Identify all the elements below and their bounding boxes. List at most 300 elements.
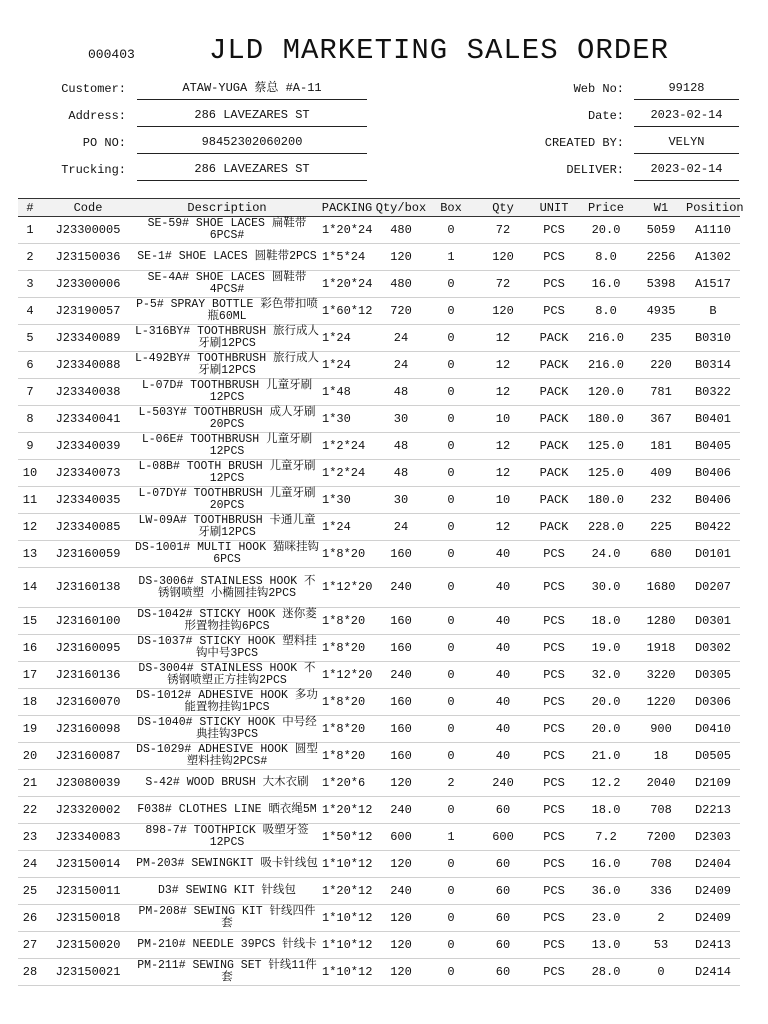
box-count: 0 [428,352,474,379]
date-label: Date: [587,109,624,123]
box-count: 0 [428,905,474,932]
position: D2303 [686,824,740,851]
quantity: 10 [474,406,532,433]
price: 120.0 [576,379,636,406]
position: B0405 [686,433,740,460]
table-row [18,851,740,878]
web-no-label: Web No: [573,82,624,96]
table-row [18,797,740,824]
unit: PCS [532,743,576,770]
qty-per-box: 120 [374,905,428,932]
item-description: D3# SEWING KIT 针线包 [134,878,320,905]
item-description: SE-1# SHOE LACES 圆鞋带2PCS [134,244,320,271]
w1-stock: 2 [636,905,686,932]
column-header: Qty [474,199,532,217]
packing: 1*50*12 [320,824,374,851]
quantity: 60 [474,959,532,986]
table-row [18,959,740,986]
item-description: F038# CLOTHES LINE 晒衣绳5M [134,797,320,824]
item-description: L-07D# TOOTHBRUSH 儿童牙刷12PCS [134,379,320,406]
item-code: J23340035 [42,487,134,514]
item-description: DS-3006# STAINLESS HOOK 不锈钢喷塑 小椭圆挂钩2PCS [134,568,320,608]
column-header: # [18,199,42,217]
table-row [18,541,740,568]
row-number: 1 [18,217,42,244]
w1-stock: 1680 [636,568,686,608]
w1-stock: 781 [636,379,686,406]
w1-stock: 680 [636,541,686,568]
table-row [18,406,740,433]
w1-stock: 2256 [636,244,686,271]
price: 125.0 [576,433,636,460]
price: 228.0 [576,514,636,541]
box-count: 0 [428,635,474,662]
price: 23.0 [576,905,636,932]
w1-stock: 53 [636,932,686,959]
table-row [18,244,740,271]
table-row [18,352,740,379]
w1-stock: 1220 [636,689,686,716]
packing: 1*2*24 [320,460,374,487]
item-code: J23160059 [42,541,134,568]
position: B0406 [686,487,740,514]
unit: PCS [532,878,576,905]
box-count: 0 [428,608,474,635]
web-no-value: 99128 [634,79,739,100]
unit: PCS [532,635,576,662]
unit: PACK [532,460,576,487]
qty-per-box: 24 [374,352,428,379]
box-count: 0 [428,689,474,716]
qty-per-box: 30 [374,487,428,514]
row-number: 16 [18,635,42,662]
position: D0305 [686,662,740,689]
item-code: J23160138 [42,568,134,608]
quantity: 12 [474,379,532,406]
packing: 1*8*20 [320,608,374,635]
item-code: J23340039 [42,433,134,460]
row-number: 26 [18,905,42,932]
w1-stock: 7200 [636,824,686,851]
qty-per-box: 48 [374,433,428,460]
qty-per-box: 160 [374,743,428,770]
qty-per-box: 120 [374,959,428,986]
quantity: 120 [474,298,532,325]
column-header: Price [576,199,636,217]
row-number: 24 [18,851,42,878]
box-count: 0 [428,568,474,608]
column-header: Box [428,199,474,217]
price: 20.0 [576,716,636,743]
price: 8.0 [576,298,636,325]
w1-stock: 181 [636,433,686,460]
item-description: DS-1040# STICKY HOOK 中号经典挂钩3PCS [134,716,320,743]
w1-stock: 1280 [636,608,686,635]
item-code: J23340041 [42,406,134,433]
item-code: J23300006 [42,271,134,298]
quantity: 10 [474,487,532,514]
item-description: SE-4A# SHOE LACES 圆鞋带4PCS# [134,271,320,298]
box-count: 1 [428,244,474,271]
w1-stock: 18 [636,743,686,770]
row-number: 10 [18,460,42,487]
price: 24.0 [576,541,636,568]
box-count: 0 [428,406,474,433]
packing: 1*60*12 [320,298,374,325]
packing: 1*20*12 [320,878,374,905]
item-code: J23150036 [42,244,134,271]
deliver-label: DELIVER: [566,163,624,177]
table-row [18,932,740,959]
quantity: 60 [474,797,532,824]
item-code: J23340073 [42,460,134,487]
position: B0314 [686,352,740,379]
row-number: 8 [18,406,42,433]
w1-stock: 336 [636,878,686,905]
row-number: 19 [18,716,42,743]
item-code: J23150018 [42,905,134,932]
box-count: 0 [428,959,474,986]
row-number: 17 [18,662,42,689]
quantity: 12 [474,433,532,460]
position: D2409 [686,905,740,932]
quantity: 12 [474,325,532,352]
quantity: 60 [474,905,532,932]
quantity: 240 [474,770,532,797]
quantity: 120 [474,244,532,271]
item-description: L-06E# TOOTHBRUSH 儿童牙刷12PCS [134,433,320,460]
item-description: PM-211# SEWING SET 针线11件套 [134,959,320,986]
item-description: L-07DY# TOOTHBRUSH 儿童牙刷20PCS [134,487,320,514]
column-header: Description [134,199,320,217]
packing: 1*10*12 [320,959,374,986]
box-count: 0 [428,433,474,460]
w1-stock: 4935 [636,298,686,325]
unit: PCS [532,905,576,932]
packing: 1*8*20 [320,743,374,770]
item-description: PM-208# SEWING KIT 针线四件套 [134,905,320,932]
item-description: SE-59# SHOE LACES 扁鞋带6PCS# [134,217,320,244]
item-code: J23150011 [42,878,134,905]
box-count: 0 [428,932,474,959]
table-row [18,878,740,905]
item-description: DS-1029# ADHESIVE HOOK 圆型塑料挂钩2PCS# [134,743,320,770]
w1-stock: 5059 [636,217,686,244]
packing: 1*5*24 [320,244,374,271]
item-description: DS-1012# ADHESIVE HOOK 多功能置物挂钩1PCS [134,689,320,716]
item-description: L-316BY# TOOTHBRUSH 旅行成人牙刷12PCS [134,325,320,350]
qty-per-box: 30 [374,406,428,433]
table-header-row [18,199,740,217]
document-number: 000403 [88,47,135,62]
unit: PACK [532,514,576,541]
quantity: 600 [474,824,532,851]
unit: PCS [532,716,576,743]
item-code: J23150020 [42,932,134,959]
item-code: J23160095 [42,635,134,662]
position: D2213 [686,797,740,824]
price: 180.0 [576,487,636,514]
item-code: J23340088 [42,352,134,379]
packing: 1*20*6 [320,770,374,797]
position: B0310 [686,325,740,352]
item-code: J23300005 [42,217,134,244]
packing: 1*24 [320,352,374,379]
qty-per-box: 120 [374,244,428,271]
quantity: 60 [474,932,532,959]
column-header: Position [686,200,744,215]
unit: PCS [532,217,576,244]
box-count: 0 [428,460,474,487]
qty-per-box: 160 [374,541,428,568]
qty-per-box: 48 [374,379,428,406]
unit: PCS [532,541,576,568]
date-value: 2023-02-14 [634,106,739,127]
position: D2409 [686,878,740,905]
row-number: 3 [18,271,42,298]
unit: PCS [532,608,576,635]
quantity: 40 [474,635,532,662]
price: 36.0 [576,878,636,905]
quantity: 60 [474,878,532,905]
table-row [18,689,740,716]
packing: 1*24 [320,514,374,541]
table-row [18,487,740,514]
row-number: 13 [18,541,42,568]
w1-stock: 2040 [636,770,686,797]
po-value: 98452302060200 [137,133,367,154]
row-number: 12 [18,514,42,541]
table-row [18,514,740,541]
position: D2109 [686,770,740,797]
quantity: 72 [474,217,532,244]
packing: 1*12*20 [320,662,374,689]
packing: 1*30 [320,406,374,433]
unit: PCS [532,568,576,608]
quantity: 40 [474,608,532,635]
w1-stock: 3220 [636,662,686,689]
item-description: L-08B# TOOTH BRUSH 儿童牙刷12PCS [134,460,320,487]
qty-per-box: 600 [374,824,428,851]
row-number: 14 [18,568,42,608]
qty-per-box: 120 [374,770,428,797]
price: 125.0 [576,460,636,487]
position: D2413 [686,932,740,959]
table-row [18,770,740,797]
column-header: Qty/box [375,200,427,215]
packing: 1*24 [320,325,374,352]
po-label: PO NO: [82,136,126,150]
qty-per-box: 120 [374,932,428,959]
position: A1110 [686,217,740,244]
unit: PACK [532,433,576,460]
item-description: S-42# WOOD BRUSH 大木衣刷 [134,770,320,797]
price: 12.2 [576,770,636,797]
box-count: 2 [428,770,474,797]
item-description: PM-203# SEWINGKIT 吸卡针线包 [134,851,320,878]
unit: PACK [532,379,576,406]
item-code: J23160070 [42,689,134,716]
w1-stock: 409 [636,460,686,487]
unit: PCS [532,271,576,298]
table-body [18,217,740,986]
trucking-label: Trucking: [61,163,126,177]
unit: PACK [532,352,576,379]
price: 16.0 [576,271,636,298]
position: B0401 [686,406,740,433]
table-row [18,271,740,298]
qty-per-box: 120 [374,851,428,878]
box-count: 0 [428,541,474,568]
row-number: 6 [18,352,42,379]
price: 13.0 [576,932,636,959]
item-code: J23160087 [42,743,134,770]
created-by-label: CREATED BY: [544,136,624,150]
table-row [18,608,740,635]
price: 18.0 [576,797,636,824]
packing: 1*10*12 [320,905,374,932]
qty-per-box: 720 [374,298,428,325]
price: 21.0 [576,743,636,770]
table-row [18,298,740,325]
unit: PCS [532,298,576,325]
table-row [18,905,740,932]
box-count: 0 [428,797,474,824]
item-code: J23340089 [42,325,134,352]
qty-per-box: 240 [374,662,428,689]
position: D0505 [686,743,740,770]
qty-per-box: 24 [374,514,428,541]
column-header: W1 [636,199,686,217]
row-number: 2 [18,244,42,271]
w1-stock: 220 [636,352,686,379]
row-number: 7 [18,379,42,406]
item-description: LW-09A# TOOTHBRUSH 卡通儿童牙刷12PCS [134,514,320,541]
item-description: DS-3004# STAINLESS HOOK 不锈钢喷塑正方挂钩2PCS [134,662,320,689]
customer-value: ATAW-YUGA 蔡总 #A-11 [137,79,367,100]
box-count: 0 [428,325,474,352]
w1-stock: 5398 [636,271,686,298]
price: 7.2 [576,824,636,851]
address-value: 286 LAVEZARES ST [137,106,367,127]
item-description: L-492BY# TOOTHBRUSH 旅行成人牙刷12PCS [134,352,320,377]
item-description: DS-1001# MULTI HOOK 猫咪挂钩6PCS [134,541,320,566]
quantity: 12 [474,352,532,379]
qty-per-box: 24 [374,325,428,352]
order-lines-table [18,198,744,986]
table-row [18,662,740,689]
packing: 1*48 [320,379,374,406]
qty-per-box: 240 [374,568,428,608]
unit: PCS [532,851,576,878]
trucking-value: 286 LAVEZARES ST [137,160,367,181]
unit: PCS [532,824,576,851]
qty-per-box: 480 [374,217,428,244]
table-row [18,217,740,244]
quantity: 40 [474,716,532,743]
w1-stock: 1918 [636,635,686,662]
item-description: 898-7# TOOTHPICK 吸塑牙签12PCS [134,824,320,851]
item-description: PM-210# NEEDLE 39PCS 针线卡 [134,932,320,959]
unit: PCS [532,770,576,797]
table-row [18,379,740,406]
price: 32.0 [576,662,636,689]
item-code: J23080039 [42,770,134,797]
row-number: 20 [18,743,42,770]
row-number: 5 [18,325,42,352]
position: D2404 [686,851,740,878]
box-count: 0 [428,743,474,770]
item-description: DS-1037# STICKY HOOK 塑料挂钩中号3PCS [134,635,320,662]
unit: PACK [532,325,576,352]
box-count: 0 [428,878,474,905]
quantity: 40 [474,743,532,770]
table-row [18,743,740,770]
qty-per-box: 160 [374,716,428,743]
qty-per-box: 480 [374,271,428,298]
w1-stock: 0 [636,959,686,986]
position: D0207 [686,568,740,608]
w1-stock: 367 [636,406,686,433]
page-title: JLD MARKETING SALES ORDER [208,34,670,67]
quantity: 40 [474,541,532,568]
row-number: 21 [18,770,42,797]
packing: 1*8*20 [320,689,374,716]
packing: 1*20*24 [320,217,374,244]
box-count: 1 [428,824,474,851]
unit: PCS [532,662,576,689]
box-count: 0 [428,298,474,325]
price: 19.0 [576,635,636,662]
position: D0302 [686,635,740,662]
position: B0406 [686,460,740,487]
quantity: 40 [474,568,532,608]
qty-per-box: 48 [374,460,428,487]
item-code: J23160136 [42,662,134,689]
box-count: 0 [428,271,474,298]
box-count: 0 [428,487,474,514]
position: D0101 [686,541,740,568]
item-description: P-5# SPRAY BOTTLE 彩色带扣喷瓶60ML [134,298,320,325]
quantity: 12 [474,514,532,541]
w1-stock: 232 [636,487,686,514]
row-number: 23 [18,824,42,851]
qty-per-box: 240 [374,797,428,824]
customer-label: Customer: [61,82,126,96]
qty-per-box: 160 [374,689,428,716]
packing: 1*8*20 [320,716,374,743]
position: D0410 [686,716,740,743]
box-count: 0 [428,514,474,541]
item-description: L-503Y# TOOTHBRUSH 成人牙刷20PCS [134,406,320,433]
item-code: J23150014 [42,851,134,878]
row-number: 4 [18,298,42,325]
packing: 1*10*12 [320,851,374,878]
quantity: 40 [474,689,532,716]
price: 180.0 [576,406,636,433]
unit: PCS [532,932,576,959]
packing: 1*20*24 [320,271,374,298]
item-description: DS-1042# STICKY HOOK 迷你菱形置物挂钩6PCS [134,608,320,635]
position: D0306 [686,689,740,716]
qty-per-box: 160 [374,608,428,635]
unit: PACK [532,487,576,514]
w1-stock: 225 [636,514,686,541]
unit: PCS [532,797,576,824]
quantity: 72 [474,271,532,298]
item-code: J23160100 [42,608,134,635]
deliver-value: 2023-02-14 [634,160,739,181]
